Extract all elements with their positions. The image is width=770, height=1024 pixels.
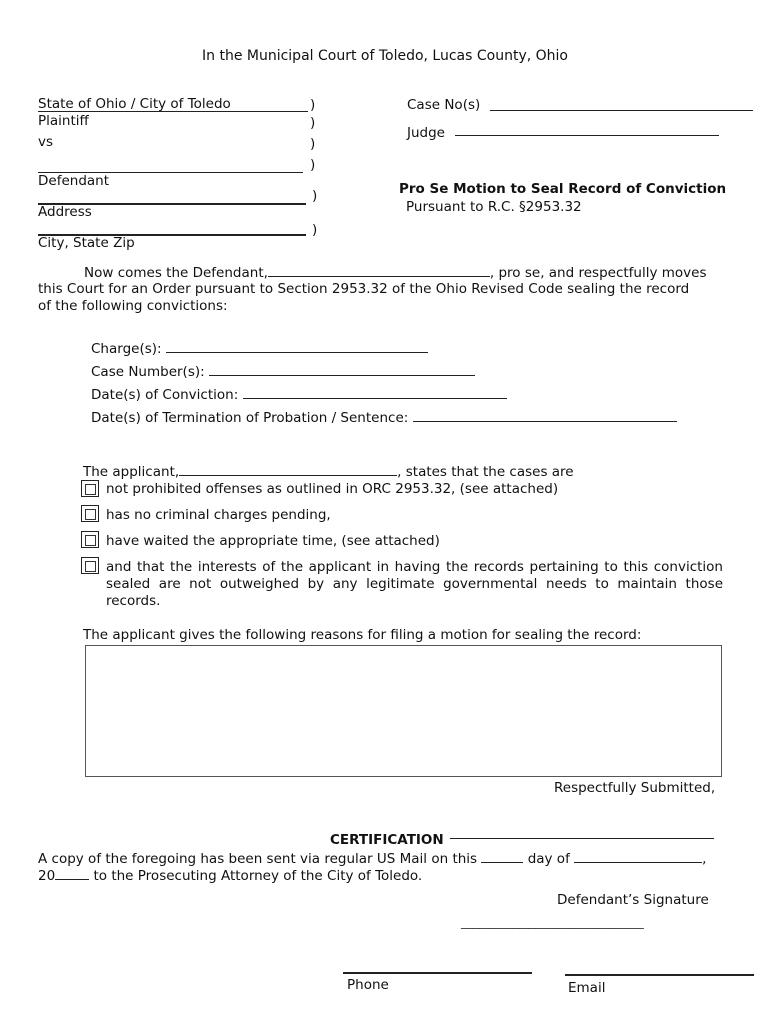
paren: ) (312, 188, 318, 204)
conviction-dates-label: Date(s) of Conviction: (91, 387, 239, 403)
judge-label: Judge (407, 125, 445, 141)
checkbox-interests[interactable] (81, 557, 99, 574)
charges-blank[interactable] (166, 340, 428, 353)
respectfully-submitted: Respectfully Submitted, (554, 780, 716, 796)
case-numbers-blank[interactable] (209, 363, 475, 376)
year-blank[interactable] (55, 867, 89, 880)
applicant-part1: The applicant, (83, 464, 180, 480)
intro-line3: of the following convictions: (38, 298, 228, 314)
check-label-no-charges: has no criminal charges pending, (106, 507, 331, 523)
applicant-name-blank[interactable] (179, 463, 397, 476)
conviction-dates-field (91, 386, 507, 403)
case-numbers-field (91, 363, 475, 380)
paren: ) (310, 136, 316, 152)
court-title: In the Municipal Court of Toledo, Lucas County, Ohio (202, 48, 568, 64)
phone-label: Phone (347, 977, 389, 993)
vs-label: vs (38, 134, 54, 150)
intro-line2: this Court for an Order pursuant to Section 2953.32 of the Ohio Revised Code sealing the record (38, 281, 690, 297)
conviction-dates-blank[interactable] (243, 386, 507, 399)
check-label-waited: have waited the appropriate time, (see attached) (106, 533, 440, 549)
case-no-line[interactable] (490, 110, 753, 111)
termination-dates-field (91, 409, 677, 426)
applicant-line (83, 463, 574, 480)
motion-subtitle: Pursuant to R.C. §2953.32 (406, 199, 582, 215)
defendant-signature-label: Defendant’s Signature (557, 892, 709, 908)
day-blank[interactable] (481, 850, 523, 863)
charges-label: Charge(s): (91, 341, 162, 357)
termination-dates-label: Date(s) of Termination of Probation / Sentence: (91, 410, 409, 426)
termination-dates-blank[interactable] (413, 409, 677, 422)
cert-line1-b: day of (527, 851, 570, 867)
phone-line[interactable] (343, 972, 532, 974)
defendant-label: Defendant (38, 173, 110, 189)
case-numbers-label: Case Number(s): (91, 364, 205, 380)
intro-line1 (84, 264, 707, 281)
cert-line2-b: to the Prosecuting Attorney of the City of Toledo. (93, 868, 423, 884)
paren: ) (312, 222, 318, 238)
reasons-textbox[interactable] (85, 645, 722, 777)
email-label: Email (568, 980, 606, 996)
cert-line2-a: 20 (38, 868, 56, 884)
plaintiff-label: Plaintiff (38, 113, 89, 129)
cert-line2 (38, 867, 422, 884)
case-no-label: Case No(s) (407, 97, 481, 113)
checkbox-no-charges[interactable] (81, 505, 99, 522)
cert-line1-a: A copy of the foregoing has been sent via regular US Mail on this (38, 851, 478, 867)
paren: ) (310, 97, 316, 113)
city-label: City, State Zip (38, 235, 135, 251)
checkbox-waited[interactable] (81, 531, 99, 548)
intro-part1: Now comes the Defendant, (84, 265, 268, 281)
reasons-label: The applicant gives the following reasons for filing a motion for sealing the record: (83, 627, 642, 643)
plaintiff-line (38, 111, 308, 112)
signature-blank[interactable]: ________________________________ (461, 915, 644, 929)
paren: ) (310, 157, 316, 173)
judge-line[interactable] (455, 135, 719, 136)
address-label: Address (38, 204, 92, 220)
checkbox-not-prohibited[interactable] (81, 480, 99, 497)
email-line[interactable] (565, 974, 754, 976)
check-label-not-prohibited: not prohibited offenses as outlined in ORC 2953.32, (see attached) (106, 481, 559, 497)
plaintiff-name: State of Ohio / City of Toledo (38, 96, 231, 112)
check-label-interests: and that the interests of the applicant in having the records pertaining to this conviction sealed are not outweighed by any legitimate governmental needs to maintain those records. (106, 559, 723, 609)
defendant-name-blank[interactable] (268, 264, 490, 277)
applicant-part2: , states that the cases are (397, 464, 574, 480)
charges-field (91, 340, 428, 357)
certification-heading: CERTIFICATION (330, 832, 444, 848)
signature-line-top[interactable] (450, 838, 714, 839)
cert-line1 (38, 850, 706, 867)
paren: ) (310, 115, 316, 131)
motion-title: Pro Se Motion to Seal Record of Conviction (399, 181, 727, 197)
intro-part2: , pro se, and respectfully moves (489, 265, 707, 281)
cert-line1-c: , (702, 851, 707, 867)
month-blank[interactable] (574, 850, 702, 863)
